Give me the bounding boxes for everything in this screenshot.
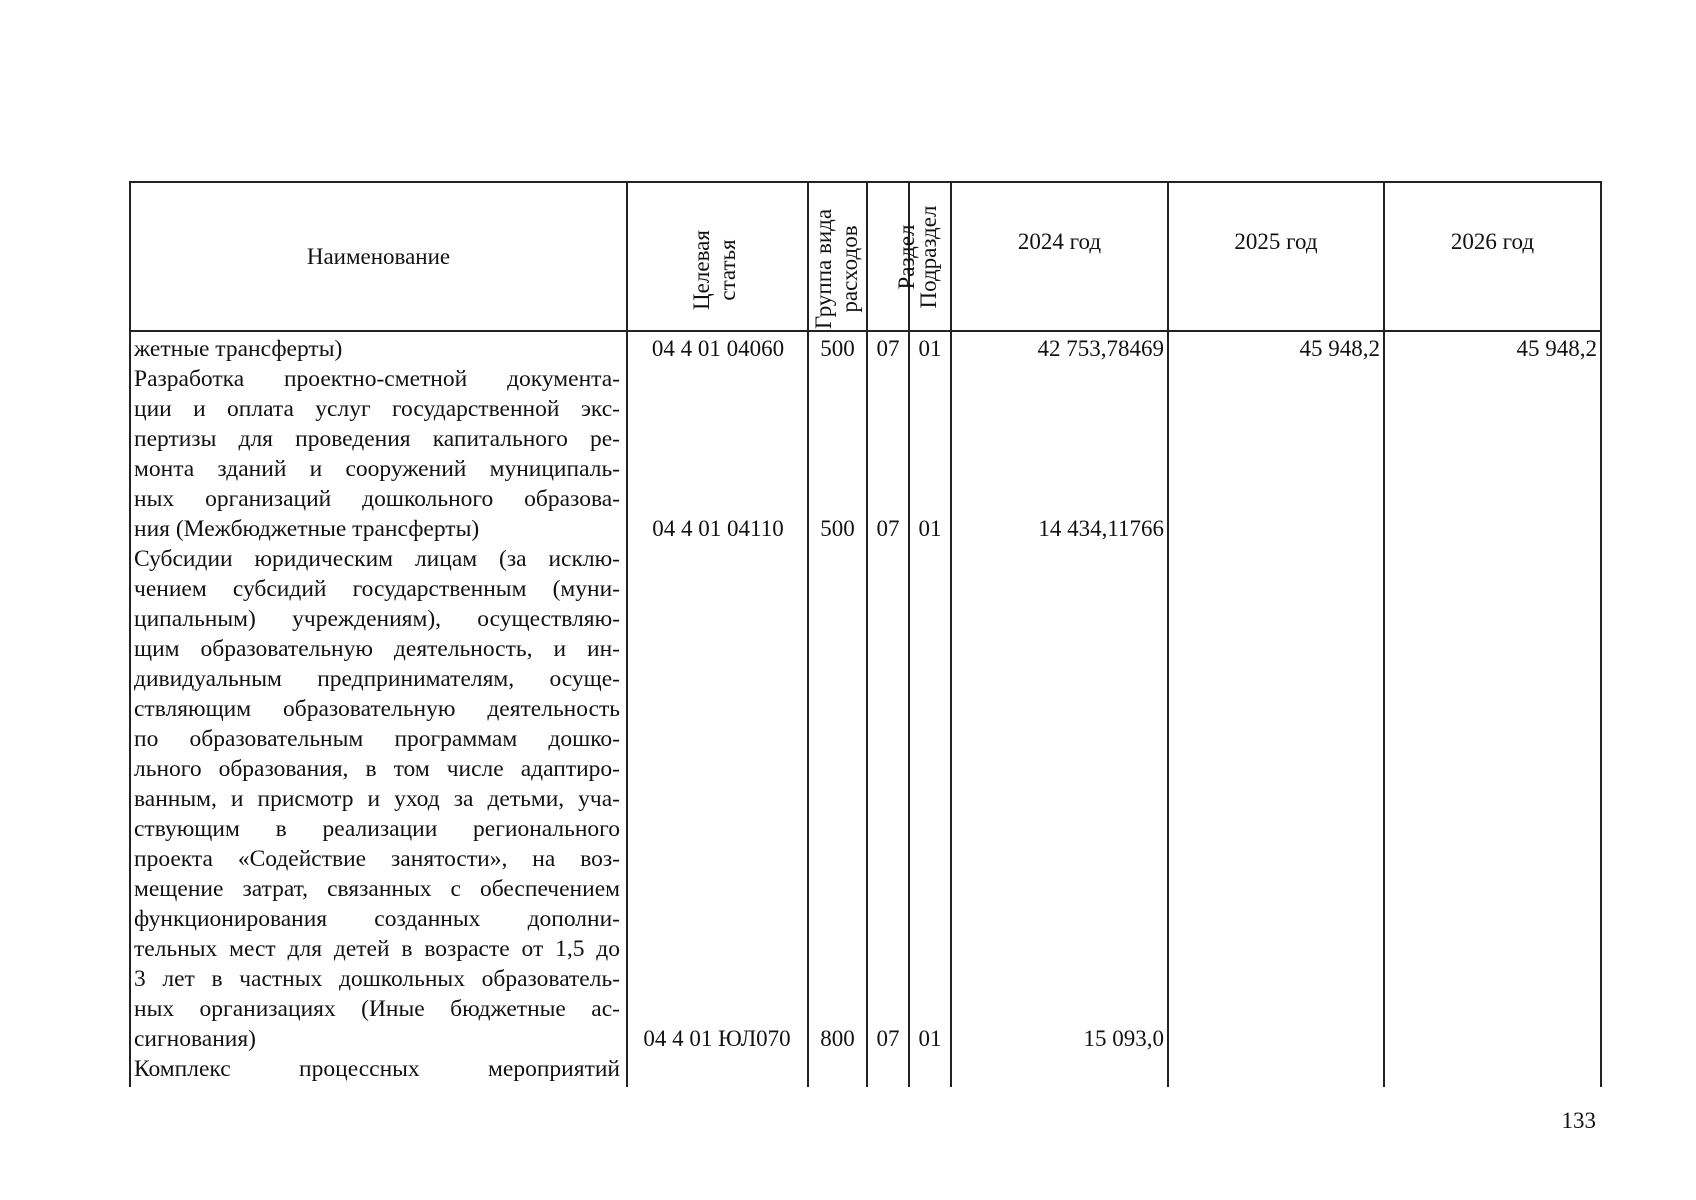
name-line: жетные трансферты) bbox=[134, 336, 343, 362]
name-line: Субсидии юридическим лицам (за исклю- bbox=[134, 546, 620, 572]
row2-2024: 14 434,11766 bbox=[1038, 516, 1164, 541]
col-border-subsection bbox=[950, 181, 952, 1087]
header-subsection: Подраздел bbox=[916, 205, 941, 309]
name-line: проекта «Содействие занятости», на воз- bbox=[134, 846, 620, 872]
name-line: мещение затрат, связанных с обеспечением bbox=[134, 876, 620, 902]
row3-section: 07 bbox=[876, 1026, 900, 1051]
row1-group: 500 bbox=[820, 336, 855, 361]
name-line: по образовательным программам дошко- bbox=[134, 726, 620, 752]
header-2024: 2024 год bbox=[1017, 229, 1102, 254]
name-line: ципальным) учреждениям), осуществляю- bbox=[134, 606, 620, 632]
name-line: ных организаций дошкольного образова- bbox=[134, 486, 620, 512]
col-border-2024 bbox=[1167, 181, 1169, 1087]
page-number: 133 bbox=[1561, 1108, 1596, 1133]
name-line: монта зданий и сооружений муниципаль- bbox=[134, 456, 620, 482]
col-border-2025 bbox=[1383, 181, 1385, 1087]
header-section: Раздел bbox=[894, 224, 919, 290]
row3-group: 800 bbox=[820, 1026, 855, 1051]
row3-2024: 15 093,0 bbox=[1083, 1026, 1164, 1051]
row2-section: 07 bbox=[876, 516, 900, 541]
col-border-target bbox=[807, 181, 809, 1087]
name-line: Комплекс процессных мероприятий bbox=[134, 1056, 620, 1082]
name-line: Разработка проектно-сметной документа- bbox=[134, 366, 620, 392]
name-line: пертизы для проведения капитального ре- bbox=[134, 426, 620, 452]
row1-section: 07 bbox=[876, 336, 900, 361]
name-line: ных организациях (Иные бюджетные ас- bbox=[134, 996, 620, 1022]
name-line: дивидуальным предпринимателям, осуще- bbox=[134, 666, 620, 692]
header-target: Целевая статья bbox=[689, 230, 740, 310]
name-line: льного образования, в том числе адаптиро- bbox=[134, 756, 620, 782]
name-line: чением субсидий государственным (муни- bbox=[134, 576, 620, 602]
name-line: ванным, и присмотр и уход за детьми, уча- bbox=[134, 786, 620, 812]
row1-subsection: 01 bbox=[918, 336, 942, 361]
name-line: ции и оплата услуг государственной экс- bbox=[134, 396, 620, 422]
name-line: щим образовательную деятельность, и ин- bbox=[134, 636, 620, 662]
col-border-name bbox=[626, 181, 628, 1087]
row3-subsection: 01 bbox=[918, 1026, 942, 1051]
name-line: функционирования созданных дополни- bbox=[134, 906, 620, 932]
row3-target: 04 4 01 ЮЛ070 bbox=[643, 1026, 791, 1051]
row1-2024: 42 753,78469 bbox=[1037, 336, 1164, 361]
name-line: ствующим в реализации регионального bbox=[134, 816, 620, 842]
header-2025: 2025 год bbox=[1234, 229, 1318, 254]
name-line: сигнования) bbox=[134, 1026, 256, 1052]
header-name: Наименование bbox=[306, 243, 451, 269]
header-group: Группа вида расходов bbox=[811, 208, 862, 330]
col-border-group bbox=[866, 181, 868, 1087]
col-border-right bbox=[1600, 181, 1602, 1087]
row2-subsection: 01 bbox=[918, 516, 942, 541]
row2-group: 500 bbox=[820, 516, 855, 541]
row1-target: 04 4 01 04060 bbox=[651, 336, 785, 361]
row2-target: 04 4 01 04110 bbox=[652, 516, 784, 541]
name-line: 3 лет в частных дошкольных образователь- bbox=[134, 966, 620, 992]
name-line: ствляющим образовательную деятельность bbox=[134, 696, 620, 722]
row1-2026: 45 948,2 bbox=[1516, 336, 1597, 361]
name-line: тельных мест для детей в возрасте от 1,5 до bbox=[134, 936, 620, 962]
header-2026: 2026 год bbox=[1450, 229, 1535, 254]
name-line: ния (Межбюджетные трансферты) bbox=[134, 516, 480, 542]
row1-2025: 45 948,2 bbox=[1299, 336, 1380, 361]
